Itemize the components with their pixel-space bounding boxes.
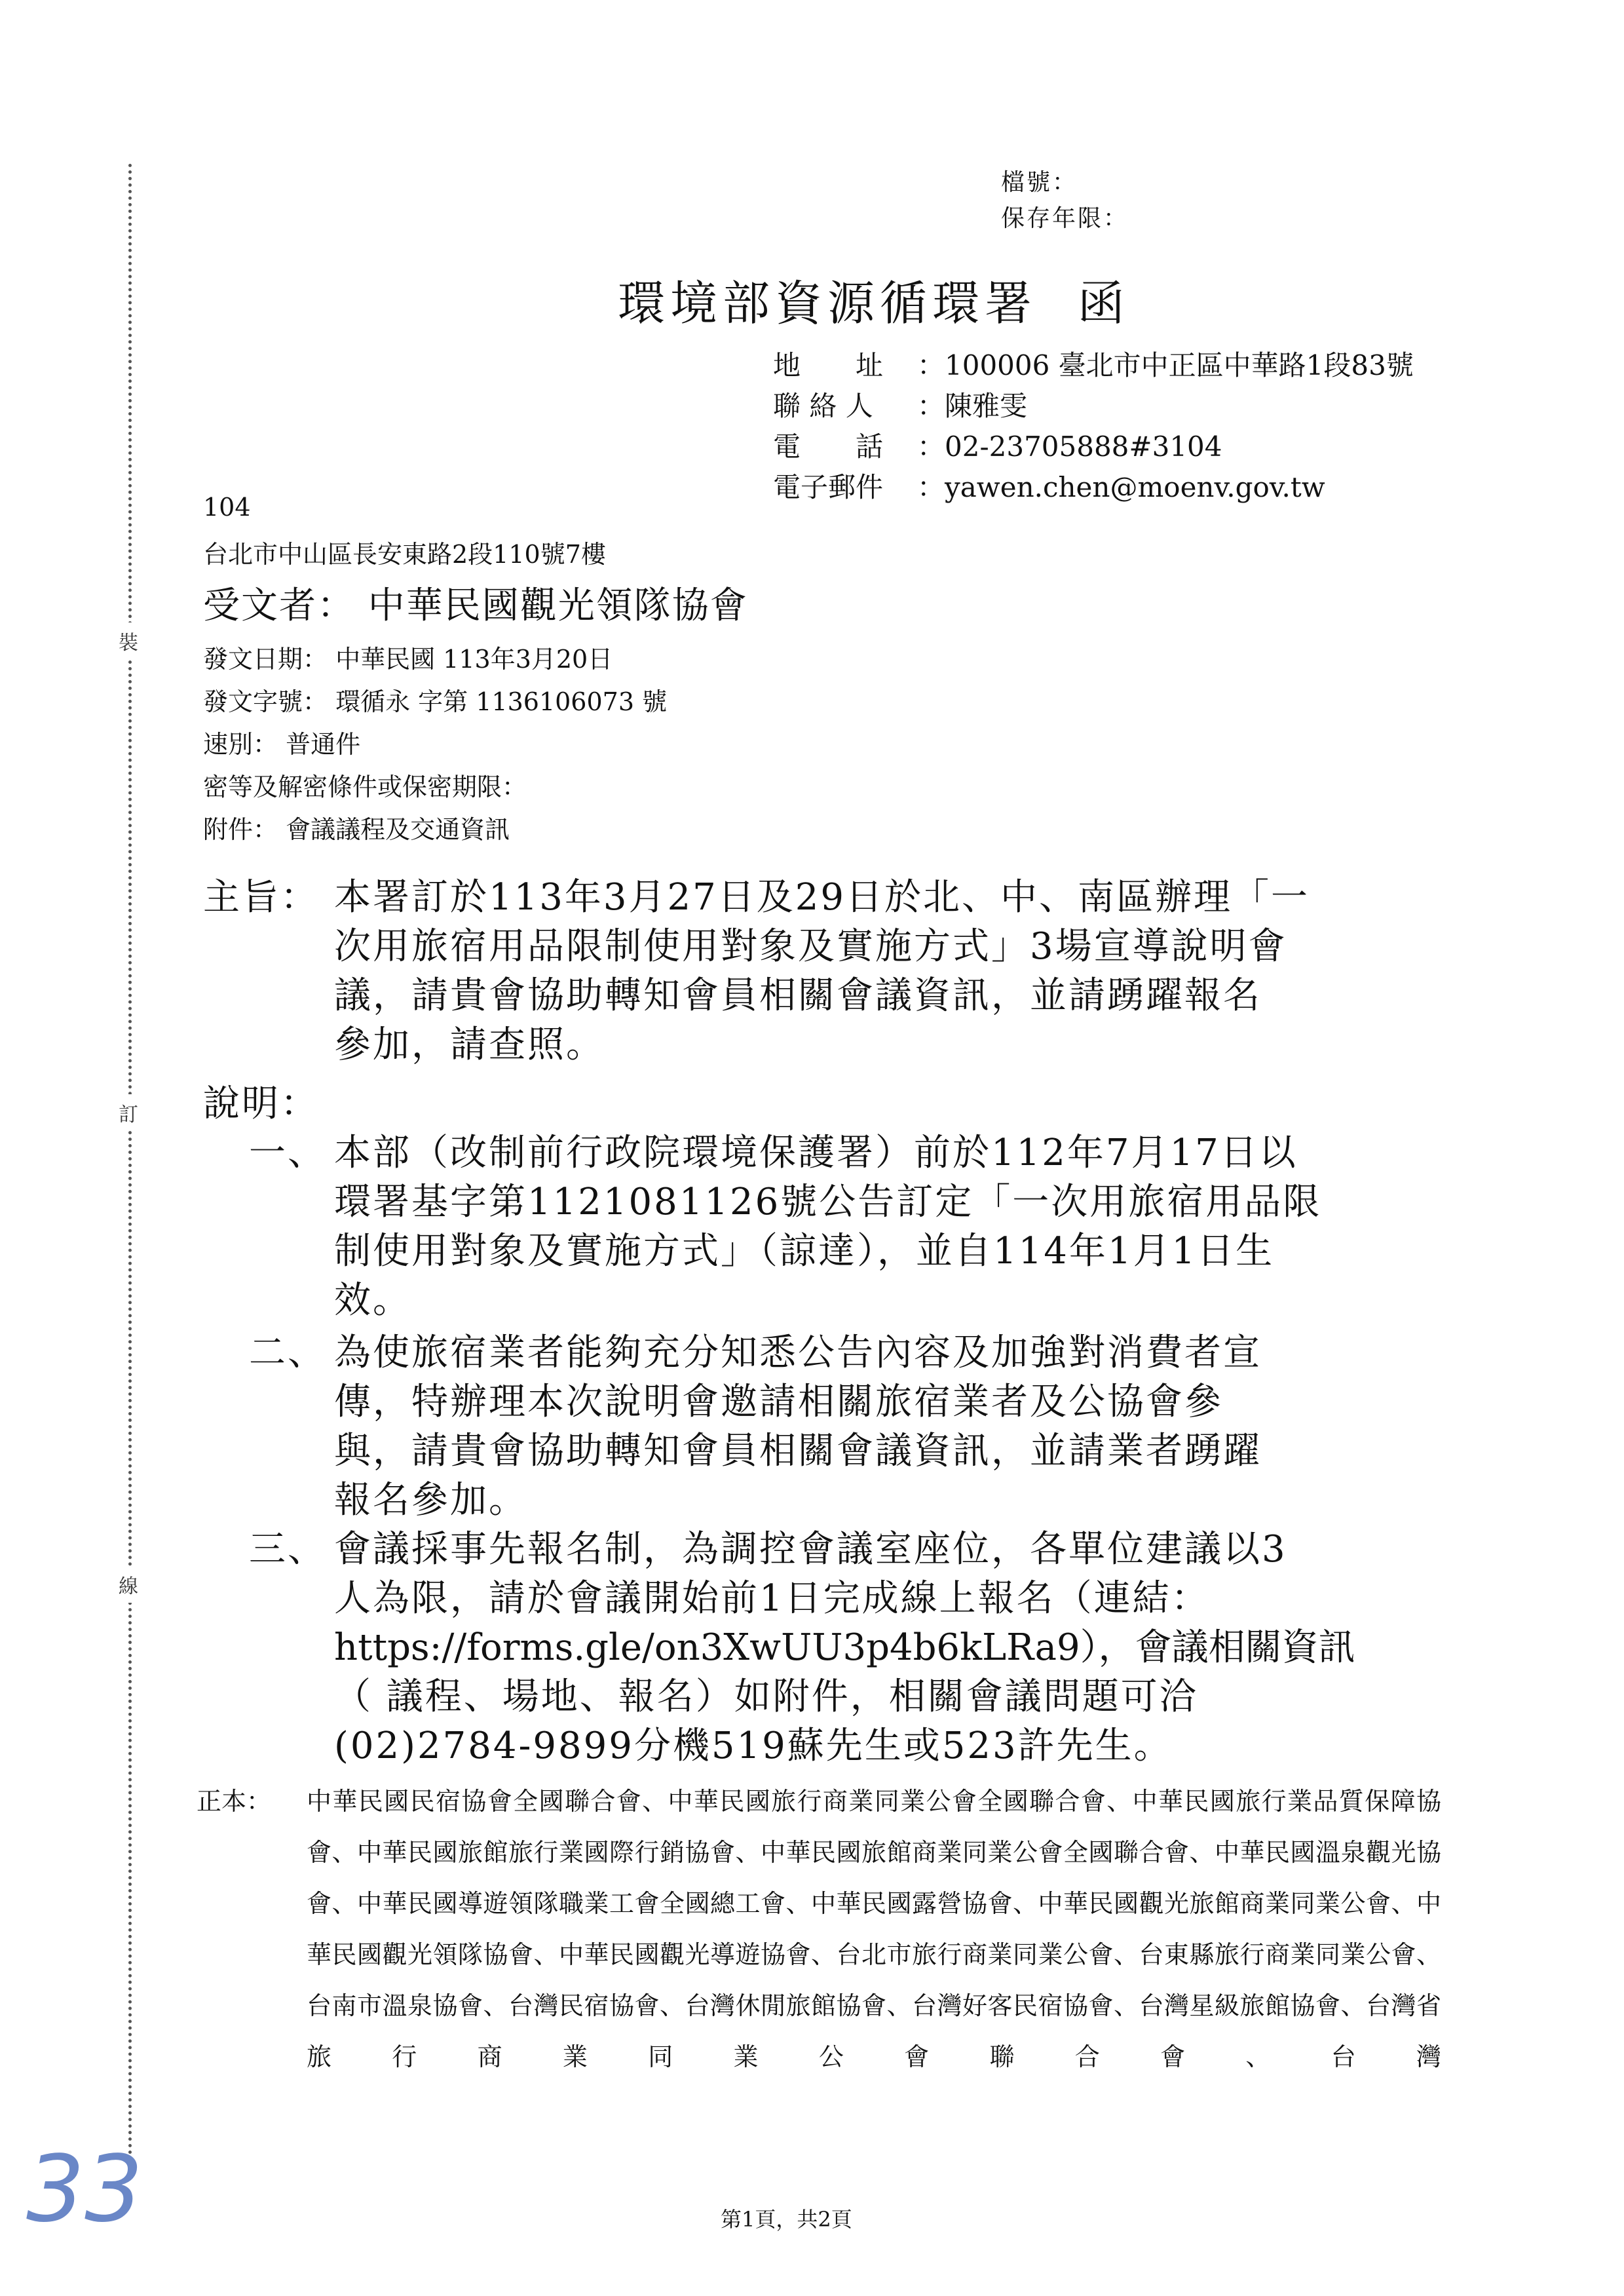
explanation-item-number: 一、 [249, 1132, 326, 1174]
sender-phone [773, 425, 1222, 465]
explanation-item-line: 制使用對象及實施方式」（諒達），並自114年1月1日生 [334, 1230, 1275, 1272]
issue-date: 發文日期： 中華民國 113年3月20日 [203, 645, 613, 674]
binding-mark-xian: 線 [119, 1566, 138, 1603]
registration-link[interactable]: https://forms.gle/on3XwUU3p4b6kLRa9），會議相關資訊 [334, 1626, 1355, 1669]
explanation-item-line: (02)2784-9899分機519蘇先生或523許先生。 [334, 1725, 1173, 1767]
sender-email-value: ：yawen.chen@moenv.gov.tw [917, 471, 1325, 503]
explanation-item-line: 報名參加。 [334, 1479, 527, 1521]
binding-mark-ding: 訂 [119, 1094, 138, 1131]
file-number-label: 檔號： [1001, 169, 1078, 196]
binding-line [128, 164, 132, 2162]
handwritten-mark: 33 [26, 2136, 143, 2243]
subject-line: 本署訂於113年3月27日及29日於北、中、南區辦理「一 [334, 876, 1310, 919]
priority: 速別： 普通件 [203, 730, 361, 759]
page-number: 第1頁，共2頁 [721, 2207, 852, 2232]
binding-mark-zhuang: 裝 [119, 622, 138, 659]
classification: 密等及解密條件或保密期限： [203, 773, 527, 801]
explanation-item-line: （ 議程、場地、報名）如附件，相關會議問題可洽 [334, 1675, 1198, 1718]
recipient-postcode: 104 [203, 493, 251, 522]
explanation-item-line: 為使旅宿業者能夠充分知悉公告內容及加強對消費者宣 [334, 1331, 1262, 1374]
explanation-item-line: 人為限，請於會議開始前1日完成線上報名（連結： [334, 1577, 1210, 1620]
explanation-item-line: 會議採事先報名制，為調控會議室座位，各單位建議以3 [334, 1528, 1287, 1571]
sender-address [773, 344, 1414, 383]
retention-label: 保存年限： [1001, 205, 1129, 232]
explanation-item-number: 三、 [249, 1528, 326, 1571]
document-title: 環境部資源循環署 函 [618, 276, 1130, 331]
explanation-item-line: 本部（改制前行政院環境保護署）前於112年7月17日以 [334, 1132, 1298, 1174]
sender-address-label: 地 址 [773, 349, 884, 381]
sender-phone-value: ：02-23705888#3104 [917, 430, 1222, 463]
subject-line: 議，請貴會協助轉知會員相關會議資訊，並請踴躍報名 [334, 974, 1262, 1017]
sender-email [773, 466, 1325, 505]
cc-text: 中華民國民宿協會全國聯合會、中華民國旅行商業同業公會全國聯合會、中華民國旅行業品質保障協會、中華民國旅館旅行業國際行銷協會、中華民國旅館商業同業公會全國聯合會、中華民國溫泉觀光協會、中華民國導遊領隊職業工會全國總工會、中華民國露營協會、中華民國觀光旅館商業同業公會、中華民國觀光領隊協會、中華民國觀光導遊協會、台北市旅行商業同業公會、台東縣旅行商業同業公會、台南市溫泉協會、台灣民宿協會、台灣休閒旅館協會、台灣好客民宿協會、台灣星級旅館協會、台灣省旅行商業同業公會聯合會、台灣 [307, 1787, 1441, 2071]
subject-label: 主旨： [203, 876, 319, 919]
explanation-item-line: 與，請貴會協助轉知會員相關會議資訊，並請業者踴躍 [334, 1430, 1262, 1472]
cc-label: 正本： [197, 1787, 272, 1816]
sender-contact [773, 385, 1027, 424]
explanation-item-number: 二、 [249, 1331, 326, 1374]
explanation-label: 說明： [203, 1082, 319, 1125]
subject-line: 次用旅宿用品限制使用對象及實施方式」3場宣導說明會 [334, 925, 1287, 968]
recipient: 受文者： 中華民國觀光領隊協會 [203, 584, 748, 627]
document-number: 發文字號： 環循永 字第 1136106073 號 [203, 687, 668, 716]
recipient-address: 台北市中山區長安東路2段110號7樓 [203, 540, 606, 569]
explanation-item-line: 環署基字第1121081126號公告訂定「一次用旅宿用品限 [334, 1181, 1322, 1223]
sender-email-label: 電子郵件 [773, 471, 884, 503]
subject-line: 參加，請查照。 [334, 1024, 605, 1066]
sender-contact-label: 聯 絡 人 [773, 390, 873, 422]
attachments: 附件： 會議議程及交通資訊 [203, 815, 510, 844]
cc-recipients [197, 1776, 1441, 2082]
sender-contact-value: ：陳雅雯 [917, 390, 1028, 422]
sender-phone-label: 電 話 [773, 430, 884, 463]
sender-address-value: ：100006 臺北市中正區中華路1段83號 [917, 349, 1414, 381]
explanation-item-line: 傳，特辦理本次說明會邀請相關旅宿業者及公協會參 [334, 1381, 1223, 1423]
explanation-item-line: 效。 [334, 1279, 411, 1322]
